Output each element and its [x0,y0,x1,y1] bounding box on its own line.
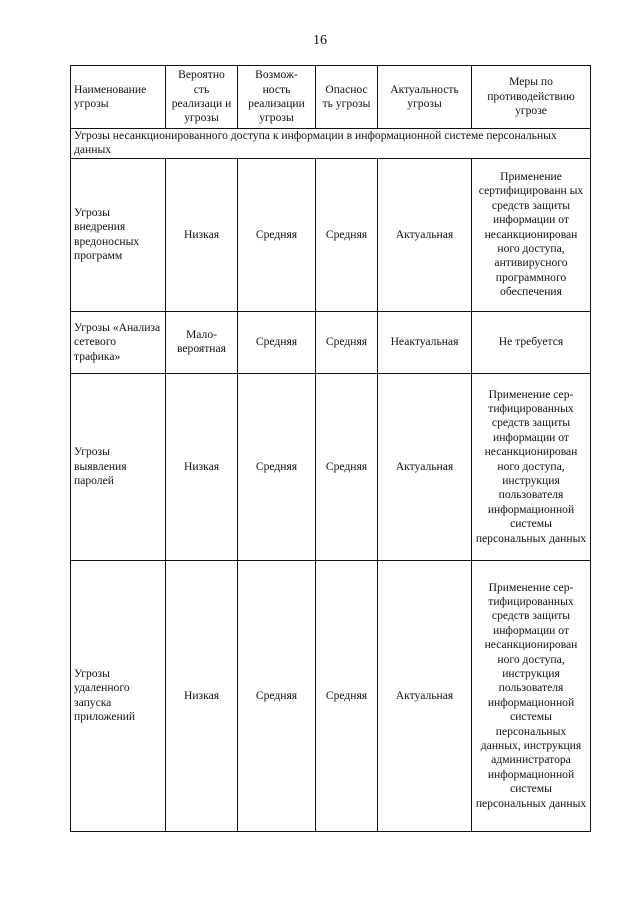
cell-danger: Средняя [316,560,378,831]
cell-threat-name: Угрозы «Анализа сетевого трафика» [71,311,166,373]
header-danger: Опаснос ть угрозы [316,66,378,129]
cell-probability: Низкая [166,373,238,560]
header-possibility: Возмож- ность реализации угрозы [238,66,316,129]
cell-threat-name: Угрозы удаленного запуска приложений [71,560,166,831]
table-row [71,158,591,311]
header-measures: Меры по противодействию угрозе [472,66,591,129]
table-row [71,373,591,560]
cell-probability: Низкая [166,158,238,311]
cell-relevance: Актуальная [378,560,472,831]
cell-danger: Средняя [316,373,378,560]
table-row [71,560,591,831]
cell-relevance: Актуальная [378,158,472,311]
header-probability: Вероятно сть реализаци и угрозы [166,66,238,129]
threat-table [70,65,591,832]
header-relevance: Актуальность угрозы [378,66,472,129]
cell-measures: Не требуется [472,311,591,373]
cell-possibility: Средняя [238,311,316,373]
cell-relevance: Неактуальная [378,311,472,373]
cell-relevance: Актуальная [378,373,472,560]
cell-probability: Мало- вероятная [166,311,238,373]
cell-threat-name: Угрозы выявления паролей [71,373,166,560]
cell-probability: Низкая [166,560,238,831]
cell-possibility: Средняя [238,560,316,831]
cell-danger: Средняя [316,311,378,373]
cell-measures: Применение сер- тифицированных средств защиты информации от несанкционирован ного доступа, инструкция пользователя информационной системы персональных данных [472,373,591,560]
section-title: Угрозы несанкционированного доступа к информации в информационной системе персональных данных [71,129,591,159]
cell-danger: Средняя [316,158,378,311]
cell-measures: Применение сер- тифицированных средств защиты информации от несанкционирован ного доступа, инструкция пользователя информационной системы персональных данных, инструкция администратора информационной системы персональных данных [472,560,591,831]
cell-possibility: Средняя [238,373,316,560]
cell-measures: Применение сертифицированн ых средств защиты информации от несанкционирован ного доступа, антивирусного программного обеспечения [472,158,591,311]
section-row [71,129,591,159]
cell-possibility: Средняя [238,158,316,311]
cell-threat-name: Угрозы внедрения вредоносных программ [71,158,166,311]
table-row [71,311,591,373]
table-header-row [71,66,591,129]
page-number: 16 [313,33,327,48]
header-threat-name: Наименование угрозы [71,66,166,129]
